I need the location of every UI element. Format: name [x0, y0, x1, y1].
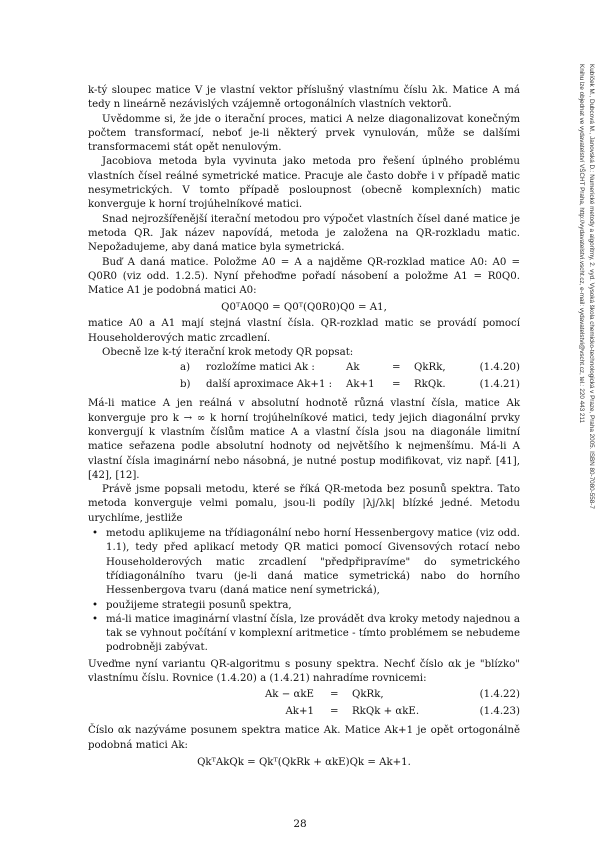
- list-item-text: má-li matice imaginární vlastní čísla, lze provádět dva kroky metody najednou a tak se vyhnout počítání v komplexní aritmetice - tímto problémem se nebudeme podrobněji zabývat.: [106, 613, 520, 654]
- equation-row: [88, 705, 520, 721]
- qr-step-row: [88, 378, 520, 394]
- step-op: =: [392, 362, 401, 374]
- paragraph: Buď A daná matice. Položme A0 = A a najděme QR-rozklad matice A0: A0 = Q0R0 (viz odd. 1.2.5). Nyní přehoďme pořadí násobení a položme A1 = R0Q0. Matice A1 je podobná matici A0:: [88, 256, 520, 297]
- paragraph: Číslo αk nazýváme posunem spektra matice Ak. Matice Ak+1 je opět ortogonálně podobná matici Ak:: [88, 725, 520, 751]
- bullet-icon: •: [92, 599, 99, 611]
- step-text: další aproximace Ak+1 :: [206, 379, 333, 391]
- paragraph: Snad nejrozšířenější iterační metodou pro výpočet vlastních čísel dané matice je metoda QR. Jak název napovídá, metoda je založena na QR-rozkladu matic. Nepožadujeme, aby daná matice byla symetrická.: [88, 213, 520, 254]
- paragraph: Uveďme nyní variantu QR-algoritmu s posuny spektra. Nechť číslo αk je "blízko" vlastnímu číslu. Rovnice (1.4.20) a (1.4.21) nahradíme rovnicemi:: [88, 658, 520, 684]
- list-item: [88, 599, 520, 613]
- list-item: [88, 613, 520, 656]
- equation-lhs: Ak+1: [285, 706, 314, 718]
- paragraph: Obecně lze k-tý iterační krok metody QR popsat:: [102, 347, 354, 359]
- equation-number: (1.4.21): [479, 379, 520, 391]
- equation-similarity: [88, 299, 520, 316]
- equation-number: (1.4.23): [479, 706, 520, 718]
- list-item-text: metodu aplikujeme na třídiagonální nebo horní Hessenbergovy matice (viz odd. 1.1), tedy před aplikací metody QR matici pomocí Givensových rotací nebo Householderových matic zrcadlení "předpřipravíme" do symetrického třídiagonálního tvaru (je-li daná matice symetrická) nabo do horního Hessenbergova tvaru (daná matice není symetrická),: [106, 528, 520, 597]
- equation-text: QkᵀAkQk = Qkᵀ(QkRk + αkE)Qk = Ak+1.: [197, 756, 411, 768]
- page-number: 28: [293, 818, 307, 830]
- qr-step-row: [88, 361, 520, 377]
- bullet-icon: •: [92, 613, 99, 625]
- equation-final: [88, 754, 520, 771]
- step-op: =: [392, 379, 401, 391]
- step-text: rozložíme matici Ak :: [206, 362, 315, 374]
- equation-lhs: Ak − αkE: [264, 689, 314, 701]
- equation-rhs: QkRk,: [352, 689, 384, 701]
- step-lhs: Ak: [346, 362, 360, 374]
- equation-op: =: [330, 706, 339, 718]
- paragraph: matice A0 a A1 mají stejná vlastní čísla. QR-rozklad matic se provádí pomocí Householderových matic zrcadlení.: [88, 318, 520, 344]
- list-item: [88, 527, 520, 598]
- qr-steps: [88, 361, 520, 395]
- step-label: a): [180, 362, 191, 374]
- equation-number: (1.4.22): [479, 689, 520, 701]
- list-item-text: použijeme strategii posunů spektra,: [106, 599, 292, 611]
- side-note: [561, 64, 600, 764]
- equation-text: Q0ᵀA0Q0 = Q0ᵀ(Q0R0)Q0 = A1,: [221, 302, 387, 314]
- side-note-line: Knihu lze objednat ve vydavatelství VŠCHT Praha, http://vydavatelstvi.vscht.cz, e-mail: vydavatelstvi@vscht.cz, tel.: 220 443 211: [578, 64, 586, 423]
- bullet-list: [88, 527, 520, 656]
- shifted-equations: [88, 688, 520, 722]
- side-note-text: [577, 64, 596, 509]
- paragraph: Jacobiova metoda byla vyvinuta jako metoda pro řešení úplného problému vlastních čísel reálné symetrické matice. Pracuje ale často dobře i v případě matic nesymetrických. V tomto případě posloupnost (obecně komplexních) matic konverguje k horní trojúhelníkové matici.: [88, 156, 520, 211]
- paragraph: k-tý sloupec matice V je vlastní vektor příslušný vlastnímu číslu λk. Matice A má tedy n lineárně nezávislých vzájemně ortogonálních vlastních vektorů.: [88, 85, 520, 111]
- equation-rhs: RkQk + αkE.: [352, 706, 420, 718]
- step-rhs: QkRk,: [414, 362, 446, 374]
- equation-op: =: [330, 689, 339, 701]
- step-label: b): [180, 379, 191, 391]
- paragraph: Uvědomme si, že jde o iterační proces, matici A nelze diagonalizovat konečným počtem transformací, neboť je-li některý prvek vynulován, může se dalšími transformacemi stát opět nenulovým.: [88, 113, 520, 154]
- side-note-line: Kubíček M., Dubcová M., Janovská D.: Numerické metody a algoritmy, 2. vyd. Vysoká škola chemicko-technologická v Praze, Praha 2005. ISBN 80-7080-558-7: [588, 64, 595, 509]
- step-rhs: RkQk.: [414, 379, 446, 391]
- step-lhs: Ak+1: [346, 379, 375, 391]
- equation-number: (1.4.20): [479, 362, 520, 374]
- paragraph: Má-li matice A jen reálná v absolutní hodnotě různá vlastní čísla, matice Ak konverguje pro k → ∞ k horní trojúhelníkové matici, tedy jejich diagonální prvky konvergují k vlastním číslům matice A a vlastní čísla jsou na diagonále limitní matice seřazena podle absolutní hodnoty od největšího k nejmenšímu. Má-li A vlastní čísla imaginární nebo násobná, je nutné postup modifikovat, viz např. [41], [42], [12].: [88, 398, 520, 481]
- bullet-icon: •: [92, 528, 99, 540]
- body-text: [88, 84, 520, 772]
- equation-row: [88, 688, 520, 704]
- paragraph: Právě jsme popsali metodu, které se říká QR-metoda bez posunů spektra. Tato metoda konverguje velmi pomalu, jsou-li podíly |λj/λk| blízké jedné. Metodu urychlíme, jestliže: [88, 484, 520, 524]
